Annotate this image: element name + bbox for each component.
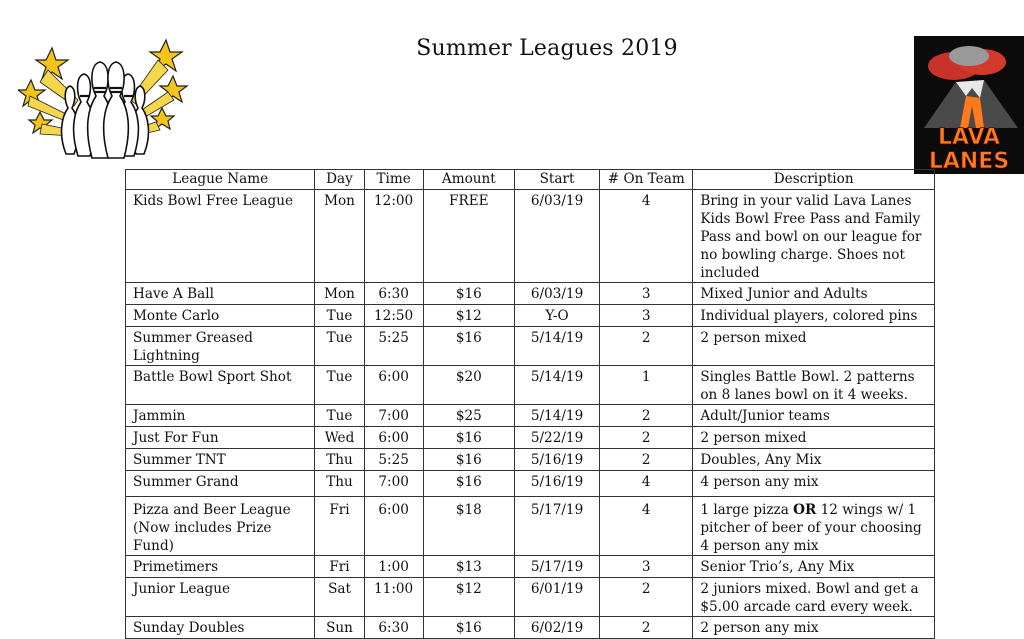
league-description: 2 person mixed xyxy=(693,327,935,366)
league-day: Thu xyxy=(315,449,364,471)
header-amount: Amount xyxy=(423,170,514,190)
league-team: 3 xyxy=(600,556,693,578)
league-name: Summer Grand xyxy=(126,471,315,497)
league-time: 12:00 xyxy=(364,190,423,283)
league-start: 5/22/19 xyxy=(514,427,599,449)
league-name: Just For Fun xyxy=(126,427,315,449)
table-row xyxy=(126,405,935,427)
league-description: Singles Battle Bowl. 2 patterns on 8 lanes bowl on it 4 weeks. xyxy=(693,366,935,405)
league-start: 5/14/19 xyxy=(514,327,599,366)
league-time: 7:00 xyxy=(364,471,423,497)
league-time: 7:00 xyxy=(364,405,423,427)
league-amount: $20 xyxy=(423,366,514,405)
header-day: Day xyxy=(315,170,364,190)
league-time: 5:25 xyxy=(364,449,423,471)
desc-part: 1 large pizza xyxy=(700,502,794,518)
league-start: 5/14/19 xyxy=(514,405,599,427)
league-team: 4 xyxy=(600,471,693,497)
logo-line2: LANES xyxy=(928,149,1010,174)
league-amount: $16 xyxy=(423,283,514,305)
table-row xyxy=(126,471,935,497)
table-row xyxy=(126,617,935,639)
league-description: Senior Trio’s, Any Mix xyxy=(693,556,935,578)
league-amount: $16 xyxy=(423,449,514,471)
table-row xyxy=(126,578,935,617)
league-day: Fri xyxy=(315,497,364,556)
header-on-team: # On Team xyxy=(600,170,693,190)
league-time: 11:00 xyxy=(364,578,423,617)
league-day: Tue xyxy=(315,305,364,327)
league-time: 5:25 xyxy=(364,327,423,366)
league-day: Sat xyxy=(315,578,364,617)
table-header-row xyxy=(126,170,935,190)
league-name: Primetimers xyxy=(126,556,315,578)
league-team: 2 xyxy=(600,427,693,449)
league-time: 6:00 xyxy=(364,497,423,556)
table-row xyxy=(126,556,935,578)
league-start: 5/17/19 xyxy=(514,497,599,556)
league-amount: $25 xyxy=(423,405,514,427)
league-team: 2 xyxy=(600,578,693,617)
league-description: 4 person any mix xyxy=(693,471,935,497)
table-row xyxy=(126,366,935,405)
league-day: Tue xyxy=(315,327,364,366)
desc-part: 12 wings w/ 1 pitcher of beer of your choosing 4 person any mix xyxy=(700,502,922,554)
league-time: 6:30 xyxy=(364,617,423,639)
league-amount: $16 xyxy=(423,327,514,366)
league-time: 6:30 xyxy=(364,283,423,305)
league-amount: $13 xyxy=(423,556,514,578)
league-description: Individual players, colored pins xyxy=(693,305,935,327)
league-team: 1 xyxy=(600,366,693,405)
league-team: 2 xyxy=(600,327,693,366)
league-start: 5/16/19 xyxy=(514,449,599,471)
league-amount: $18 xyxy=(423,497,514,556)
league-team: 2 xyxy=(600,617,693,639)
league-team: 2 xyxy=(600,405,693,427)
league-team: 2 xyxy=(600,449,693,471)
league-time: 6:00 xyxy=(364,427,423,449)
logo-line1: LAVA xyxy=(937,125,1001,150)
league-day: Mon xyxy=(315,190,364,283)
league-name: Have A Ball xyxy=(126,283,315,305)
league-name: Sunday Doubles xyxy=(126,617,315,639)
league-day: Mon xyxy=(315,283,364,305)
header-league-name: League Name xyxy=(126,170,315,190)
league-time: 1:00 xyxy=(364,556,423,578)
league-amount: FREE xyxy=(423,190,514,283)
league-time: 6:00 xyxy=(364,366,423,405)
league-description: Doubles, Any Mix xyxy=(693,449,935,471)
league-start: 5/14/19 xyxy=(514,366,599,405)
league-amount: $16 xyxy=(423,471,514,497)
lava-lanes-logo xyxy=(914,36,1024,174)
table-row xyxy=(126,327,935,366)
league-day: Tue xyxy=(315,405,364,427)
header-time: Time xyxy=(364,170,423,190)
league-start: 5/17/19 xyxy=(514,556,599,578)
table-row xyxy=(126,427,935,449)
league-day: Fri xyxy=(315,556,364,578)
league-name: Battle Bowl Sport Shot xyxy=(126,366,315,405)
league-name: Pizza and Beer League (Now includes Prize Fund) xyxy=(126,497,315,556)
league-description: Bring in your valid Lava Lanes Kids Bowl Free Pass and Family Pass and bowl on our league for no bowling charge. Shoes not included xyxy=(693,190,935,283)
table-row xyxy=(126,449,935,471)
league-time: 12:50 xyxy=(364,305,423,327)
league-name: Summer TNT xyxy=(126,449,315,471)
header-start: Start xyxy=(514,170,599,190)
league-description: Mixed Junior and Adults xyxy=(693,283,935,305)
league-day: Thu xyxy=(315,471,364,497)
league-amount: $12 xyxy=(423,305,514,327)
league-name: Kids Bowl Free League xyxy=(126,190,315,283)
table-row xyxy=(126,497,935,556)
league-day: Tue xyxy=(315,366,364,405)
league-name: Monte Carlo xyxy=(126,305,315,327)
league-name: Jammin xyxy=(126,405,315,427)
league-description: 2 person any mix xyxy=(693,617,935,639)
desc-bold: OR xyxy=(793,502,817,518)
league-name: Junior League xyxy=(126,578,315,617)
league-name: Summer Greased Lightning xyxy=(126,327,315,366)
table-row xyxy=(126,190,935,283)
header-description: Description xyxy=(693,170,935,190)
league-start: 6/02/19 xyxy=(514,617,599,639)
league-amount: $16 xyxy=(423,427,514,449)
league-day: Sun xyxy=(315,617,364,639)
league-start: Y-O xyxy=(514,305,599,327)
table-row xyxy=(126,305,935,327)
league-start: 6/01/19 xyxy=(514,578,599,617)
league-team: 4 xyxy=(600,190,693,283)
league-description xyxy=(693,497,935,556)
league-team: 4 xyxy=(600,497,693,556)
league-description: 2 person mixed xyxy=(693,427,935,449)
table-row xyxy=(126,283,935,305)
league-amount: $12 xyxy=(423,578,514,617)
league-description: Adult/Junior teams xyxy=(693,405,935,427)
league-amount: $16 xyxy=(423,617,514,639)
leagues-table xyxy=(125,169,935,639)
page-title: Summer Leagues 2019 xyxy=(416,36,678,61)
league-day: Wed xyxy=(315,427,364,449)
league-team: 3 xyxy=(600,305,693,327)
league-start: 6/03/19 xyxy=(514,190,599,283)
league-start: 6/03/19 xyxy=(514,283,599,305)
league-description: 2 juniors mixed. Bowl and get a $5.00 arcade card every week. xyxy=(693,578,935,617)
league-start: 5/16/19 xyxy=(514,471,599,497)
league-team: 3 xyxy=(600,283,693,305)
